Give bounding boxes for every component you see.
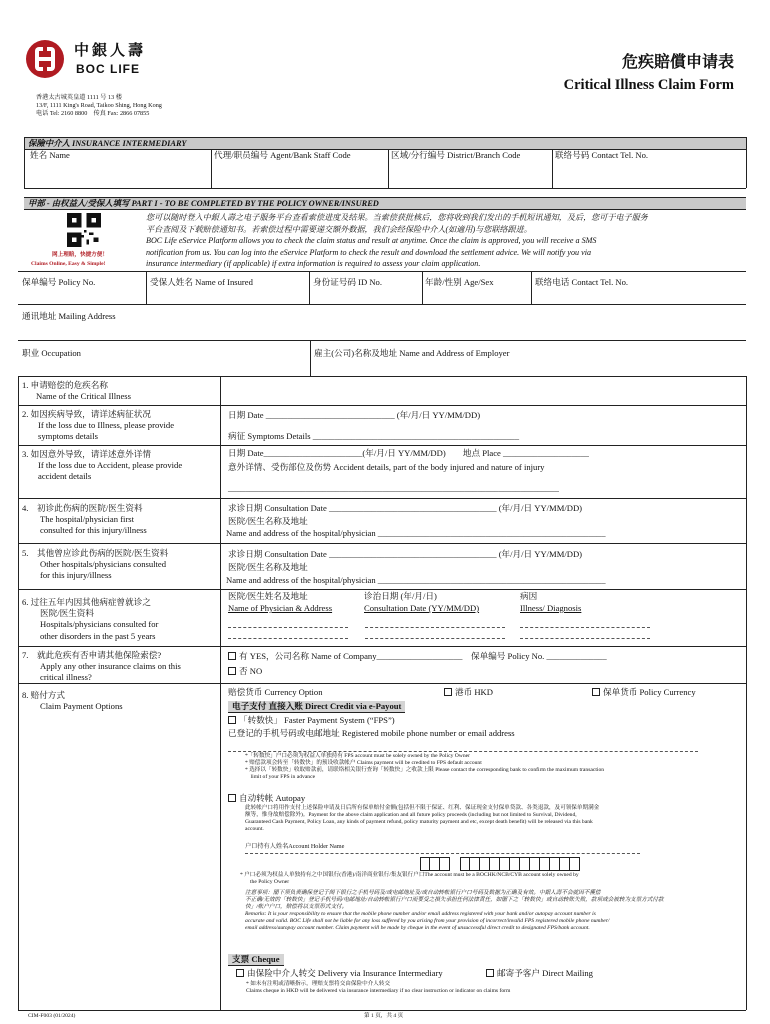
page-number: 第 1 页，共 4 页 [364,1013,404,1019]
q4-name-field[interactable]: Name and address of the hospital/physician _____________________________________________________ [226,528,606,538]
q7-yes-option[interactable]: 有 YES，公司名称 Name of Company____________________ 保单编号 Policy No. ______________ [228,651,607,662]
mailing-address-field[interactable]: 通讯地址 Mailing Address [22,311,116,321]
form-code: CIM-F003 (01/2024) [28,1013,76,1019]
q4-name-cn: 医院/医生名称及地址 [228,516,308,526]
boc-life-logo [24,38,174,80]
cheque-heading: 支票 Cheque [228,954,284,966]
logo-mark-icon [24,38,70,80]
checkbox-icon[interactable] [486,969,494,977]
q7-no-option[interactable]: 否 NO [228,666,262,677]
account-note: * 户口必须为权益人单独持有之中国银行(香港)/南洋商业银行/集友银行户口The account must be a BOCHK/NCB/CYB account solely owned by the Policy Owner [240,872,579,885]
q1-label: 1. 申请赔偿的危疾名称 Name of the Critical Illness [22,380,131,402]
q2-label: 2. 如因疾病导致，请详述病征状况 If the loss due to Illness, please provide symptoms details [22,409,175,442]
hkd-option[interactable]: 港币 HKD [444,687,493,698]
autopay-option[interactable]: 自动转帐 Autopay [228,793,305,804]
q3-date-place-field[interactable]: 日期 Date_______________________(年/月/日 YY/MM/DD) 地点 Place ____________________ [228,448,589,458]
insured-name-field[interactable]: 受保人姓名 Name of Insured [150,277,253,287]
epay-heading: 电子支付 直接入账 Direct Credit via e-Payout [228,701,405,713]
q5-date-field[interactable]: 求诊日期 Consultation Date _______________________________________ (年/月/日 YY/MM/DD) [228,549,583,559]
logo-cn: 中銀人壽 [74,43,147,59]
contact-tel-field[interactable]: 联络电话 Contact Tel. No. [535,277,629,287]
q2-date-field[interactable]: 日期 Date ______________________________ (年/月/日 YY/MM/DD) [228,410,481,420]
q6-col2-en: Consultation Date (YY/MM/DD) [364,603,480,613]
qr-code-icon[interactable] [67,213,101,247]
checkbox-icon[interactable] [228,794,236,802]
logo-en: BOC LIFE [76,62,140,76]
account-holder-field[interactable]: 户口持有人姓名Account Holder Name [245,843,345,850]
q5-name-cn: 医院/医生名称及地址 [228,562,308,572]
policy-currency-option[interactable]: 保单货币 Policy Currency [592,687,696,698]
q4-label: 4. 初诊此伤病的医院/医生资料 The hospital/physician first consulted for this injury/illness [22,503,147,536]
q5-label: 5. 其他曾应诊此伤病的医院/医生资料 Other hospitals/physicians consulted for this injury/illness [22,548,169,581]
q6-label: 6. 过往五年内因其他病症曾就诊之 医院/医生资料 Hospitals/physicians consulted for other disorders in the past 5 years [22,597,159,641]
q3-details-label: 意外详情、受伤部位及伤势 Accident details, part of the body injured and nature of injury [228,462,545,472]
checkbox-icon[interactable] [228,667,236,675]
id-no-field[interactable]: 身份证号码 ID No. [313,277,382,287]
qr-caption-cn: 网上理賠，快捷方便！ [52,252,108,258]
q2-symptoms-field[interactable]: 病征 Symptoms Details ________________________________________________ [228,431,519,441]
q4-date-field[interactable]: 求诊日期 Consultation Date _______________________________________ (年/月/日 YY/MM/DD) [228,503,583,513]
account-number-boxes[interactable] [420,857,740,871]
q6-col1-en: Name of Physician & Address [228,603,333,613]
employer-field[interactable]: 雇主(公司)名称及地址 Name and Address of Employer [314,348,510,358]
eservice-notice: 您可以随时登入中銀人壽之电子服务平台查看索偿进度及结果。当索偿获批核后，您将收到我们发出的手机短讯通知，及后，您可于电子服务 平台查阅及下载赔偿通知书。若索偿过程中需要递交額外数据，我们会经保险中介人(如適用)与您联络跟进。 BOC Life eService Platform allows you to check the claim status and result at anytime. Once the claim is approved, you will receive a SMS notification from us. You can log into the eService Platform to check the result and download the settlement advice. We will notify you via insurance intermediary (if applicable) if extra information is required to assess your claim application. [146,213,648,269]
q3-details-field[interactable]: _____________________________________________________________________________ [228,483,559,493]
part1-header: 甲部 - 由权益人/受保人填写 PART I - TO BE COMPLETED BY THE POLICY OWNER/INSURED [24,197,746,210]
q5-name-field[interactable]: Name and address of the hospital/physician _____________________________________________________ [226,575,606,585]
fps-notes: *「转数快」户口必须为权益人单独持有 FPS account must be solely owned by the Policy Owner * 赔偿款项会转至「转数快」的预设收款帐户 Claims payment will be credited to FPS default account * 选择以「转数快」收取赔款前，请联络相关银行查询「转数快」之收款上限 Please contact the corresponding bank to confirm the maximum transaction limit of your FPS in advance [245,753,605,780]
intermediary-header: 保險中介人 INSURANCE INTERMEDIARY [24,137,746,150]
autopay-text: 此转帐户口将用作支付上述保险申请及日后所有保单赔付金额(包括但不限于保证、红利、保证现金支付保单贷款、各类退款，及可领保单期满金 额等，惟身故赔偿除外)。Payment for the above claim application and all future policy proceeds (including but not limited to Survival, Dividend, Guaranteed Cash Payment, Policy Loan, any kinds of payment refund, policy maturity payment and etc, except death benefit) will be released via this bank account. [245,805,600,832]
agent-code-field[interactable]: 代理/职员编号 Agent/Bank Staff Code [214,150,351,160]
district-code-field[interactable]: 区域/分行编号 District/Branch Code [391,150,521,160]
direct-mailing-option[interactable]: 邮寄予客户 Direct Mailing [486,968,593,979]
company-address: 香港太古城英皇道 1111 号 13 楼 13/F, 1111 King's Road, Taikoo Shing, Hong Kong 电话 Tel: 2160 8800 传真 Fax: 2866 07855 [36,94,162,117]
intermediary-name-field[interactable]: 姓名 Name [30,150,70,160]
form-title-cn: 危疾賠償申请表 [621,54,734,71]
qr-caption-en: Claims Online, Easy & Simple! [31,261,106,267]
currency-option-label: 赔偿货币 Currency Option [228,687,323,697]
checkbox-icon[interactable] [228,652,236,660]
fps-registered-field[interactable]: 已登记的手机号码或电邮地址 Registered mobile phone number or email address [228,728,515,738]
checkbox-icon[interactable] [228,716,236,724]
q6-row2-field[interactable] [228,638,348,639]
policy-no-field[interactable]: 保单编号 Policy No. [22,277,96,287]
q3-label: 3. 如因意外导致，请详述意外详情 If the loss due to Accident, please provide accident details [22,449,183,482]
q6-col3-en: Illness/ Diagnosis [520,603,582,613]
checkbox-icon[interactable] [592,688,600,696]
fps-option[interactable]: 「转数快」 Faster Payment System (“FPS”) [228,715,395,726]
age-sex-field[interactable]: 年龄/性别 Age/Sex [425,277,494,287]
q7-label: 7. 就此危疾有否申请其他保险索偿? Apply any other insurance claims on this critical illness? [22,650,181,683]
checkbox-icon[interactable] [236,969,244,977]
occupation-field[interactable]: 职业 Occupation [22,348,81,358]
q6-row1-field[interactable] [228,627,348,628]
q6-col1-cn: 医院/医生姓名及地址 [228,591,308,601]
q6-col2-cn: 诊治日期 (年/月/日) [364,591,437,601]
q8-label: 8. 赔付方式 Claim Payment Options [22,690,123,712]
via-intermediary-option[interactable]: 由保险中介人转交 Delivery via Insurance Intermediary [236,968,443,979]
remarks: 注意事项：閣下须负责确保登记于阁下银行之手机号码及/或电邮地址及/或自动转帐银行户口号码及数据为正确及有效。中銀人壽不会就因不獲偿 不正确/无效的「转数快」登记手机号码/电邮地址/自动转帐银行户口而要受之損失承担任何法律責任，如閣下之「转数快」或自动转账失败，款项或会被转为支票方式付款 快」/帐户户口，赔偿将以支票形式支付。 Remarks: It is your responsibility to ensure that the mobile phone number and/or email address registered with your bank and/or autopay account number is accurate and valid. BOC Life shall not be liable for any loss suffered by you arising from your provision of incorrect/invalid FPS registered mobile phone number/ email address/autopay account number. Claim payment will be made by cheque in the event of unsuccessful direct credit to designated FPS/bank account. [245,890,664,931]
q6-col3-cn: 病因 [520,591,538,601]
intermediary-tel-field[interactable]: 联络号码 Contact Tel. No. [555,150,649,160]
checkbox-icon[interactable] [444,688,452,696]
form-title-en: Critical Illness Claim Form [563,77,734,93]
cheque-notes: * 如未有注明或清晰指示，理赔支票将交由保险中介人转交 Claims cheque in HKD will be delivered via insurance intermediary if no clear instruction or indicator on claims form [246,981,511,994]
